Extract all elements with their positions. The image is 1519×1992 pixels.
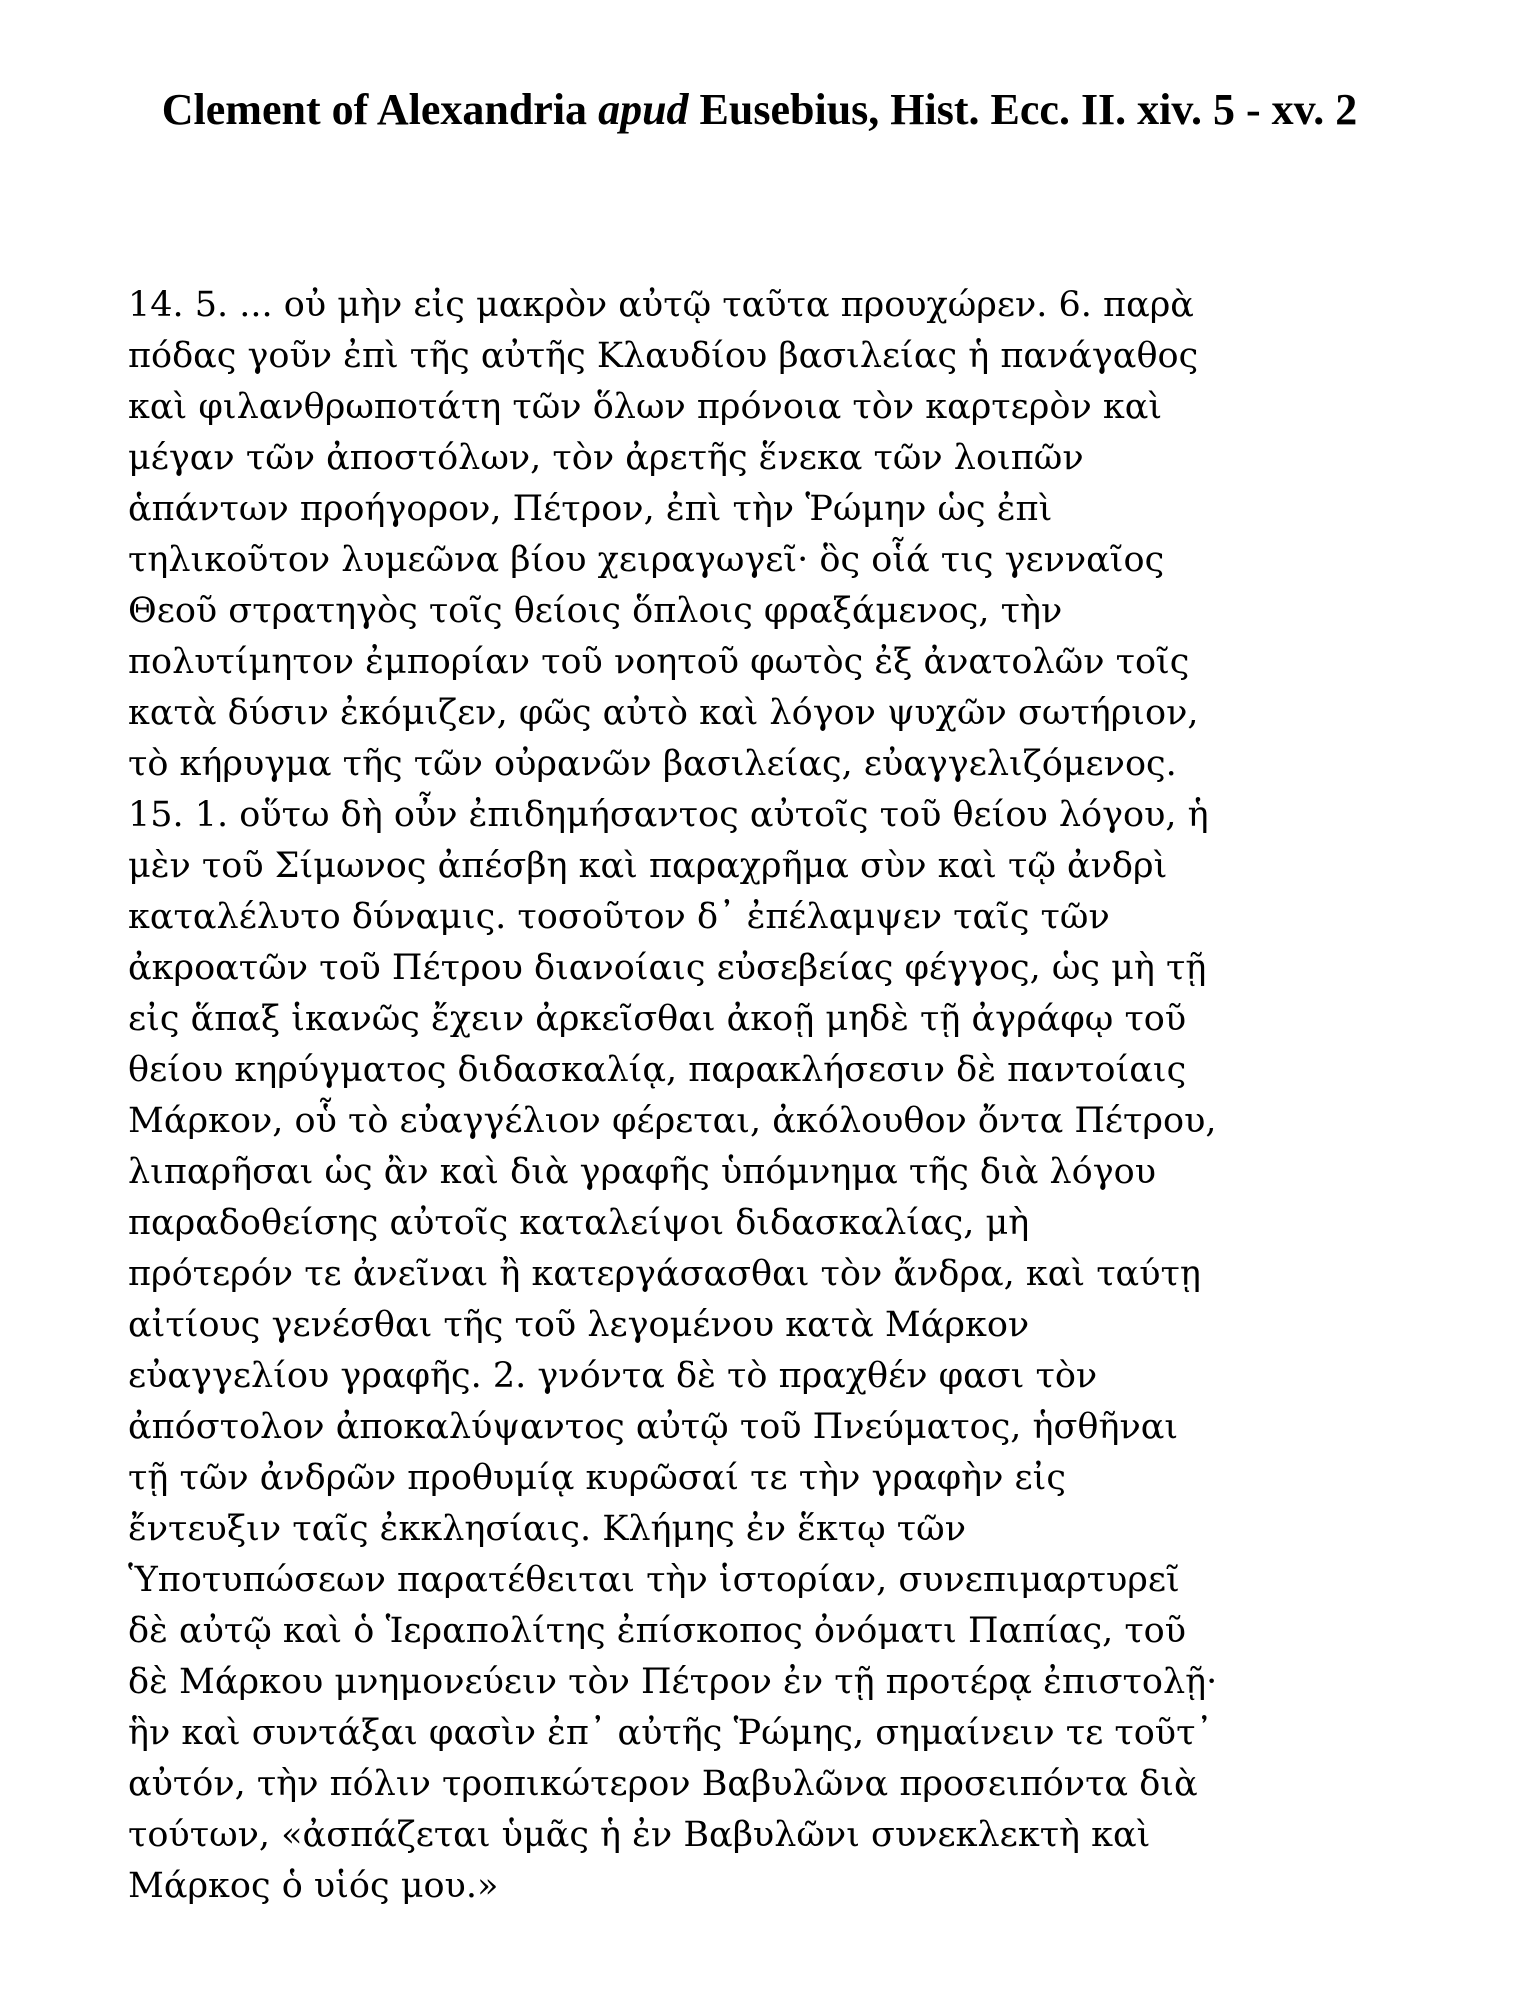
text-line: δὲ αὐτῷ καὶ ὁ Ἱεραπολίτης ἐπίσκοπος ὀνόματι Παπίας, τοῦ <box>128 1611 1187 1651</box>
text-line: θείου κηρύγματος διδασκαλίᾳ, παρακλήσεσιν δὲ παντοίαις <box>128 1050 1187 1090</box>
text-line: εἰς ἅπαξ ἱκανῶς ἔχειν ἀρκεῖσθαι ἀκοῇ μηδὲ τῇ ἀγράφῳ τοῦ <box>128 999 1187 1039</box>
text-line: μέγαν τῶν ἀποστόλων, τὸν ἀρετῆς ἕνεκα τῶν λοιπῶν <box>128 438 1084 478</box>
text-line: πόδας γοῦν ἐπὶ τῆς αὐτῆς Κλαυδίου βασιλείας ἡ πανάγαθος <box>128 336 1199 376</box>
text-line: ἁπάντων προήγορον, Πέτρον, ἐπὶ τὴν Ῥώμην ὡς ἐπὶ <box>128 489 1053 529</box>
text-line: τηλικοῦτον λυμεῶνα βίου χειραγωγεῖ· ὃς οἷά τις γενναῖος <box>128 540 1165 580</box>
text-line: 14. 5. ... οὐ μὴν εἰς μακρὸν αὐτῷ ταῦτα προυχώρεν. 6. παρὰ <box>128 285 1194 325</box>
text-line: κατὰ δύσιν ἐκόμιζεν, φῶς αὐτὸ καὶ λόγον ψυχῶν σωτήριον, <box>128 693 1199 733</box>
text-line: πρότερόν τε ἀνεῖναι ἢ κατεργάσασθαι τὸν ἄνδρα, καὶ ταύτῃ <box>128 1254 1201 1294</box>
text-line: Ὑποτυπώσεων παρατέθειται τὴν ἱστορίαν, συνεπιμαρτυρεῖ <box>128 1560 1180 1600</box>
title-italic-word: apud <box>598 85 689 134</box>
greek-text-body <box>128 280 1428 1912</box>
text-line: Μάρκος ὁ υἱός μου.» <box>128 1866 499 1906</box>
text-line: ἔντευξιν ταῖς ἐκκλησίαις. Κλήμης ἐν ἕκτῳ τῶν <box>128 1509 966 1549</box>
text-line: αἰτίους γενέσθαι τῆς τοῦ λεγομένου κατὰ Μάρκον <box>128 1305 1030 1345</box>
text-line: τὸ κήρυγμα τῆς τῶν οὐρανῶν βασιλείας, εὐαγγελιζόμενος. <box>128 744 1177 784</box>
text-line: μὲν τοῦ Σίμωνος ἀπέσβη καὶ παραχρῆμα σὺν καὶ τῷ ἀνδρὶ <box>128 846 1168 886</box>
text-line: δὲ Μάρκου μνημονεύειν τὸν Πέτρον ἐν τῇ προτέρᾳ ἐπιστολῇ· <box>128 1662 1218 1702</box>
text-line: τῇ τῶν ἀνδρῶν προθυμίᾳ κυρῶσαί τε τὴν γραφὴν εἰς <box>128 1458 1066 1498</box>
text-line: παραδοθείσης αὐτοῖς καταλείψοι διδασκαλίας, μὴ <box>128 1203 1030 1243</box>
text-line: ἣν καὶ συντάξαι φασὶν ἐπ᾽ αὐτῆς Ῥώμης, σημαίνειν τε τοῦτ᾽ <box>128 1713 1213 1753</box>
text-line: καὶ φιλανθρωποτάτη τῶν ὅλων πρόνοια τὸν καρτερὸν καὶ <box>128 387 1163 427</box>
title-after: Eusebius, Hist. Ecc. II. xiv. 5 - xv. 2 <box>688 85 1358 134</box>
text-line: αὐτόν, τὴν πόλιν τροπικώτερον Βαβυλῶνα προσειπόντα διὰ <box>128 1764 1198 1804</box>
text-line: ἀπόστολον ἀποκαλύψαντος αὐτῷ τοῦ Πνεύματος, ἡσθῆναι <box>128 1407 1179 1447</box>
text-line: Μάρκον, οὗ τὸ εὐαγγέλιον φέρεται, ἀκόλουθον ὄντα Πέτρου, <box>128 1101 1217 1141</box>
page-title <box>0 82 1519 138</box>
text-line: ἀκροατῶν τοῦ Πέτρου διανοίαις εὐσεβείας φέγγος, ὡς μὴ τῇ <box>128 948 1207 988</box>
text-line: Θεοῦ στρατηγὸς τοῖς θείοις ὅπλοις φραξάμενος, τὴν <box>128 591 1063 631</box>
text-line: εὐαγγελίου γραφῆς. 2. γνόντα δὲ τὸ πραχθέν φασι τὸν <box>128 1356 1098 1396</box>
title-before: Clement of Alexandria <box>161 85 599 134</box>
text-line: 15. 1. οὕτω δὴ οὖν ἐπιδημήσαντος αὐτοῖς τοῦ θείου λόγου, ἡ <box>128 795 1209 835</box>
text-line: τούτων, «ἀσπάζεται ὑμᾶς ἡ ἐν Βαβυλῶνι συνεκλεκτὴ καὶ <box>128 1815 1151 1855</box>
text-line: πολυτίμητον ἐμπορίαν τοῦ νοητοῦ φωτὸς ἐξ ἀνατολῶν τοῖς <box>128 642 1190 682</box>
text-line: λιπαρῆσαι ὡς ἂν καὶ διὰ γραφῆς ὑπόμνημα τῆς διὰ λόγου <box>128 1152 1157 1192</box>
text-line: καταλέλυτο δύναμις. τοσοῦτον δ᾽ ἐπέλαμψεν ταῖς τῶν <box>128 897 1110 937</box>
